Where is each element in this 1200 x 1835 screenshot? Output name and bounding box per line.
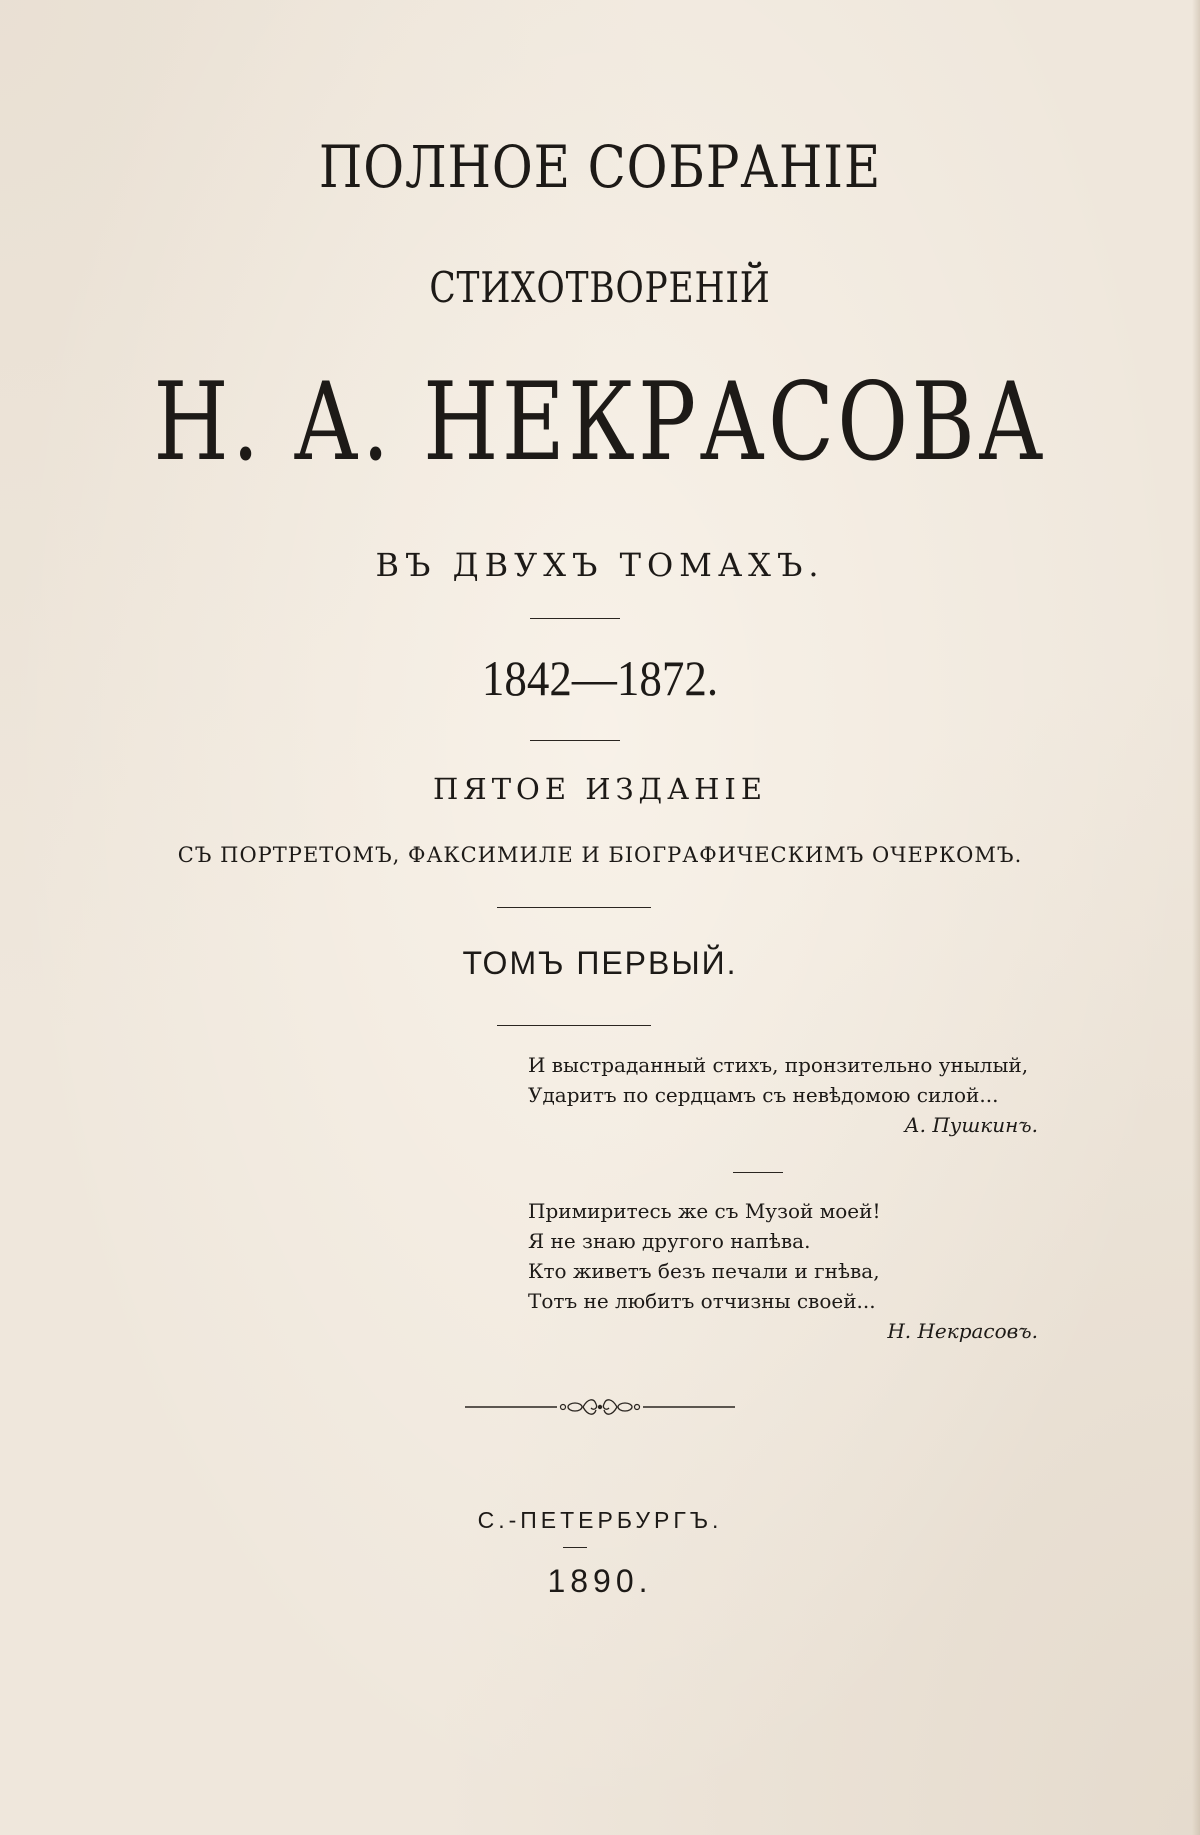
imprint-city: С.-ПЕТЕРБУРГЪ. bbox=[477, 1507, 723, 1533]
volume-label: ТОМЪ ПЕРВЫЙ. bbox=[462, 945, 738, 981]
epigraph-pushkin bbox=[528, 1050, 1048, 1140]
author-name: Н. А. НЕКРАСОВА bbox=[153, 360, 1047, 485]
epigraph-nekrasov bbox=[528, 1196, 1048, 1346]
title-line-poems: СТИХОТВОРЕНІЙ bbox=[429, 263, 771, 312]
epigraph-line: И выстраданный стихъ, пронзительно унылый, bbox=[528, 1053, 1029, 1077]
imprint-year: 1890. bbox=[547, 1563, 653, 1599]
epigraph-line: Я не знаю другого напѣва. bbox=[528, 1229, 811, 1253]
edition-subtitle: СЪ ПОРТРЕТОМЪ, ФАКСИМИЛЕ И БІОГРАФИЧЕСКИМЪ ОЧЕРКОМЪ. bbox=[177, 843, 1023, 867]
epigraph-line: Тотъ не любитъ отчизны своей... bbox=[528, 1289, 876, 1313]
years-range: 1842—1872. bbox=[481, 650, 719, 706]
imprint-divider-rule bbox=[563, 1547, 587, 1548]
volumes-note: ВЪ ДВУХЪ ТОМАХЪ. bbox=[375, 546, 825, 584]
epigraph-line: Ударитъ по сердцамъ съ невѣдомою силой... bbox=[528, 1083, 999, 1107]
divider-rule bbox=[530, 618, 620, 619]
ornamental-divider-icon bbox=[465, 1395, 735, 1419]
edition-label: ПЯТОЕ ИЗДАНІЕ bbox=[432, 772, 768, 806]
divider-rule bbox=[530, 740, 620, 741]
divider-rule bbox=[497, 1025, 651, 1026]
page-edge-shadow bbox=[1192, 0, 1200, 1835]
epigraph-line: Примиритесь же съ Музой моей! bbox=[528, 1199, 881, 1223]
epigraph-divider-rule bbox=[733, 1172, 783, 1173]
title-line-complete-collection: ПОЛНОЕ СОБРАНІЕ bbox=[318, 133, 882, 201]
epigraph-author: А. Пушкинъ. bbox=[904, 1113, 1038, 1137]
epigraph-line: Кто живетъ безъ печали и гнѣва, bbox=[528, 1259, 880, 1283]
epigraph-author: Н. Некрасовъ. bbox=[887, 1319, 1038, 1343]
divider-rule bbox=[497, 907, 651, 908]
